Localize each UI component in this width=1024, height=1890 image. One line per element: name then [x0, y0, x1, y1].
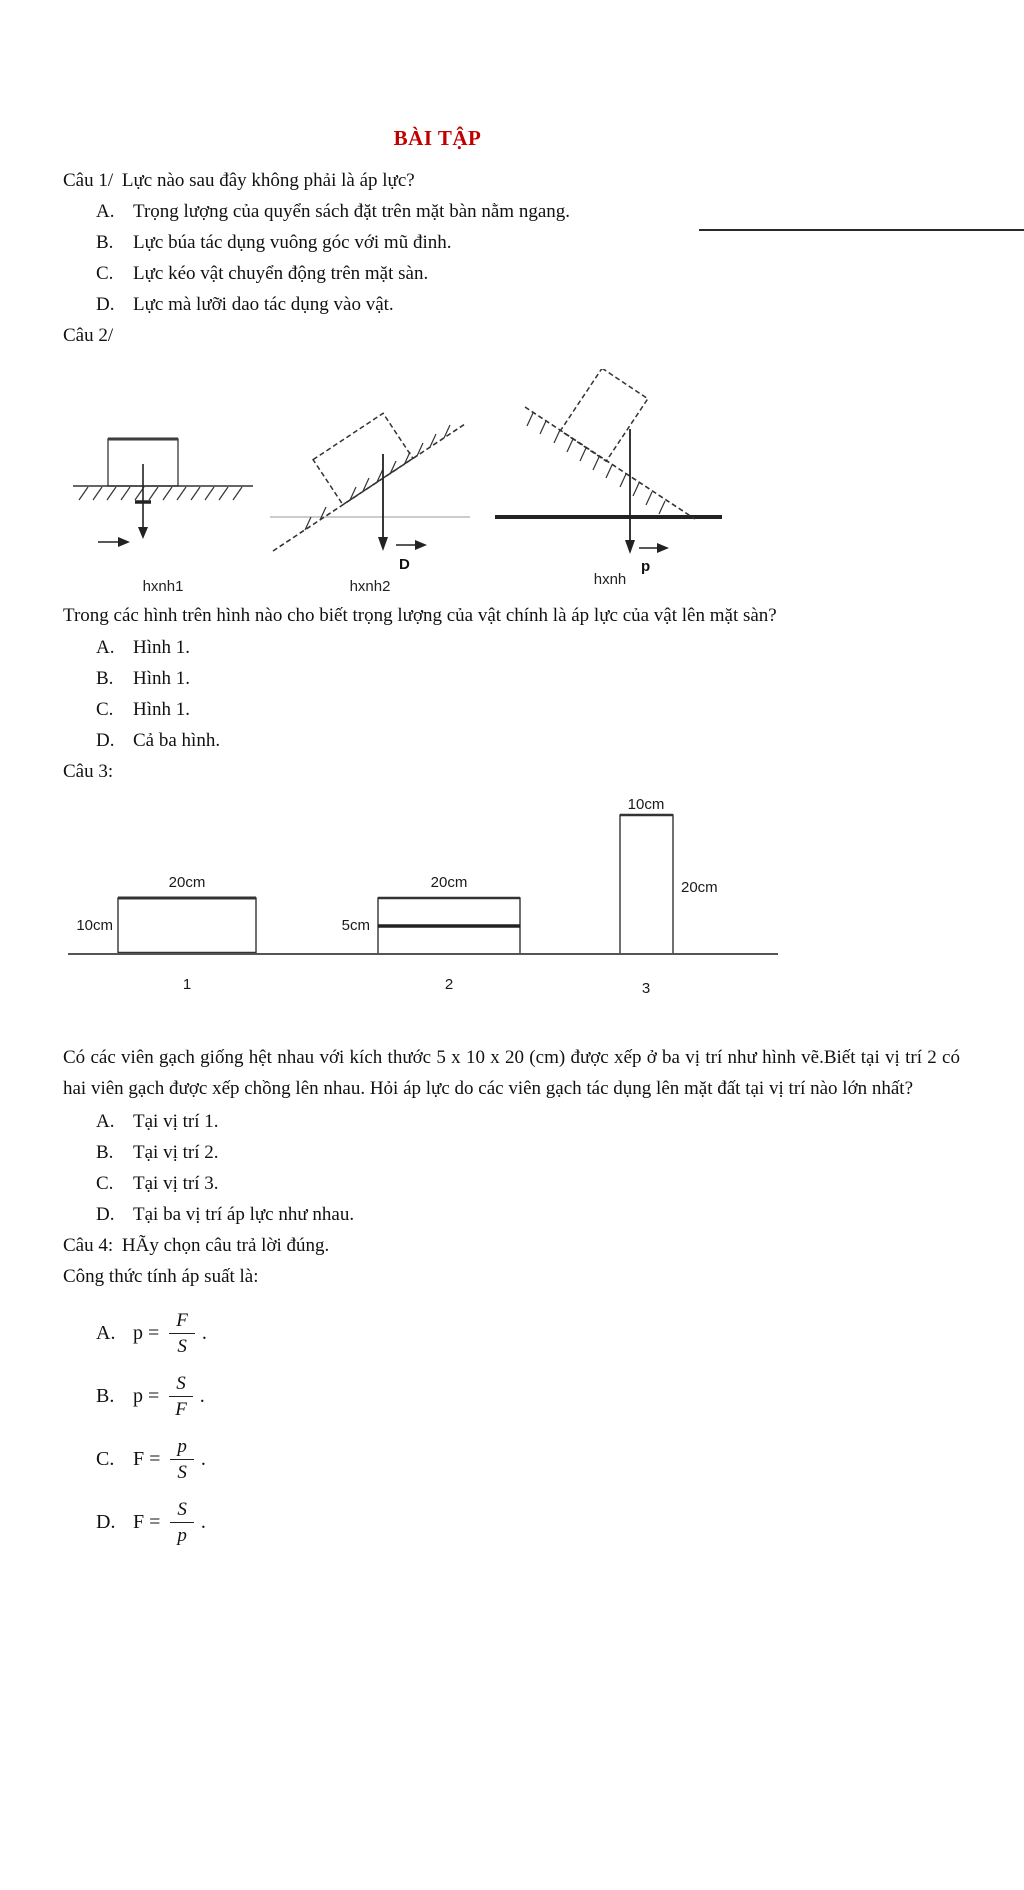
fraction-denominator: p	[177, 1524, 187, 1546]
option-row	[96, 1137, 960, 1168]
option-text: Tại vị trí 3.	[133, 1173, 219, 1194]
fraction-numerator: F	[169, 1310, 195, 1334]
formula-suffix: .	[201, 1322, 207, 1344]
force-label: p	[641, 558, 651, 574]
side-arrow	[639, 543, 669, 553]
question-2	[63, 320, 960, 756]
page-title: BÀI TẬP	[393, 126, 482, 150]
figure-1-diagram	[63, 369, 263, 574]
question-3-label: Câu 3:	[63, 761, 114, 782]
option-text: Hình 1.	[133, 637, 190, 658]
option-row	[96, 1168, 960, 1199]
formula-option-row	[96, 1428, 960, 1491]
question-1-text: Lực nào sau đây không phải là áp lực?	[121, 170, 415, 191]
option-key: C.	[96, 1173, 114, 1194]
question-4	[63, 1230, 960, 1554]
formula-lhs: p =	[133, 1385, 160, 1407]
question-4-head	[63, 1230, 960, 1261]
option-row	[96, 694, 960, 725]
option-text: Lực mà lưỡi dao tác dụng vào vật.	[133, 294, 394, 315]
option-text: Hình 1.	[133, 668, 190, 689]
option-row	[96, 258, 960, 289]
option-row	[96, 227, 960, 258]
option-key: A.	[96, 201, 115, 222]
scan-artifact-line	[699, 229, 1024, 231]
option-text: Tại vị trí 2.	[133, 1142, 219, 1163]
figure-2	[265, 369, 475, 595]
option-key: B.	[96, 1142, 114, 1163]
option-key: B.	[96, 1385, 115, 1407]
dimension-label: 20cm	[430, 874, 468, 891]
question-4-text: Công thức tính áp suất là:	[63, 1266, 259, 1287]
option-key: B.	[96, 668, 114, 689]
question-2-figures	[63, 369, 960, 595]
figure-caption: hxnh	[593, 571, 627, 588]
option-text: Hình 1.	[133, 699, 190, 720]
dimension-label: 20cm	[681, 879, 718, 896]
figure-3-diagram	[490, 369, 730, 574]
option-key: C.	[96, 263, 114, 284]
option-key: D.	[96, 294, 115, 315]
fraction-numerator: S	[170, 1499, 194, 1523]
formula-lhs: F =	[133, 1448, 161, 1470]
question-2-head	[63, 320, 960, 351]
position-number: 2	[444, 976, 454, 993]
question-1	[63, 165, 960, 320]
question-2-label: Câu 2/	[63, 325, 114, 346]
dimension-label: 10cm	[76, 917, 113, 934]
fraction	[170, 1499, 194, 1547]
question-3-head	[63, 756, 960, 787]
option-text: Lực búa tác dụng vuông góc với mũ đinh.	[133, 232, 452, 253]
option-row	[96, 663, 960, 694]
option-text: Lực kéo vật chuyển động trên mặt sàn.	[133, 263, 429, 284]
question-3	[63, 756, 960, 1230]
force-label: D	[399, 556, 410, 573]
option-text: Tại ba vị trí áp lực như nhau.	[133, 1204, 355, 1225]
figure-2-diagram	[265, 369, 475, 574]
ground-hatching	[79, 487, 242, 500]
question-3-options	[96, 1106, 960, 1230]
formula-suffix: .	[200, 1511, 206, 1533]
figure-caption: hxnh2	[349, 578, 391, 595]
formula-option-row	[96, 1491, 960, 1554]
formula-lhs: F =	[133, 1511, 161, 1533]
figure-1	[63, 369, 263, 595]
fraction	[170, 1436, 194, 1484]
fraction	[169, 1310, 195, 1358]
side-arrow	[98, 537, 130, 547]
dimension-label: 20cm	[168, 874, 206, 891]
option-row	[96, 1199, 960, 1230]
option-key: A.	[96, 1111, 115, 1132]
formula-suffix: .	[200, 1448, 206, 1470]
formula-option-row	[96, 1302, 960, 1365]
dimension-label: 5cm	[341, 917, 370, 934]
option-row	[96, 632, 960, 663]
question-1-options	[96, 196, 960, 320]
fraction-denominator: S	[177, 1335, 187, 1357]
option-row	[96, 196, 960, 227]
dimension-label: 10cm	[627, 797, 665, 813]
weight-arrow	[135, 464, 151, 539]
fraction	[169, 1373, 193, 1421]
formula-option-row	[96, 1365, 960, 1428]
fraction-denominator: F	[175, 1398, 187, 1420]
question-3-text: Có các viên gạch giống hệt nhau với kích thước 5 x 10 x 20 (cm) được xếp ở ba vị trí như hình vẽ.Biết tại vị trí 2 có hai viên gạch được xếp chồng lên nhau. Hỏi áp lực do các viên gạch tác dụng lên mặt đất tại vị trí nào lớn nhất?	[63, 1047, 960, 1099]
option-key: D.	[96, 1204, 115, 1225]
question-4-intro: HÃy chọn câu trả lời đúng.	[121, 1235, 330, 1256]
option-text: Trọng lượng của quyển sách đặt trên mặt bàn nằm ngang.	[133, 201, 571, 222]
position-number: 3	[641, 980, 651, 997]
option-row	[96, 725, 960, 756]
weight-arrow	[625, 429, 635, 554]
option-key: C.	[96, 699, 114, 720]
formula-lhs: p =	[133, 1322, 160, 1344]
figure-caption: hxnh1	[142, 578, 184, 595]
fraction-numerator: S	[169, 1373, 193, 1397]
option-key: B.	[96, 232, 114, 253]
option-key: A.	[96, 1322, 116, 1344]
position-number: 1	[182, 976, 192, 993]
fraction-numerator: p	[170, 1436, 194, 1460]
side-arrow	[396, 540, 427, 550]
option-text: Cả ba hình.	[133, 730, 221, 751]
option-row	[96, 289, 960, 320]
option-text: Tại vị trí 1.	[133, 1111, 219, 1132]
question-3-figure	[63, 797, 960, 1002]
option-key: D.	[96, 730, 115, 751]
question-4-options	[96, 1302, 960, 1554]
question-1-label: Câu 1/	[63, 170, 114, 191]
question-1-head	[63, 165, 960, 196]
question-2-text: Trong các hình trên hình nào cho biết trọng lượng của vật chính là áp lực của vật lên mặt sàn?	[63, 605, 777, 626]
question-4-label: Câu 4:	[63, 1235, 114, 1256]
question-2-options	[96, 632, 960, 756]
fraction-denominator: S	[177, 1461, 187, 1483]
formula-suffix: .	[199, 1385, 205, 1407]
option-key: C.	[96, 1448, 115, 1470]
figure-3	[490, 369, 730, 595]
option-key: D.	[96, 1511, 116, 1533]
option-key: A.	[96, 637, 115, 658]
option-row	[96, 1106, 960, 1137]
bricks-diagram	[63, 797, 783, 997]
